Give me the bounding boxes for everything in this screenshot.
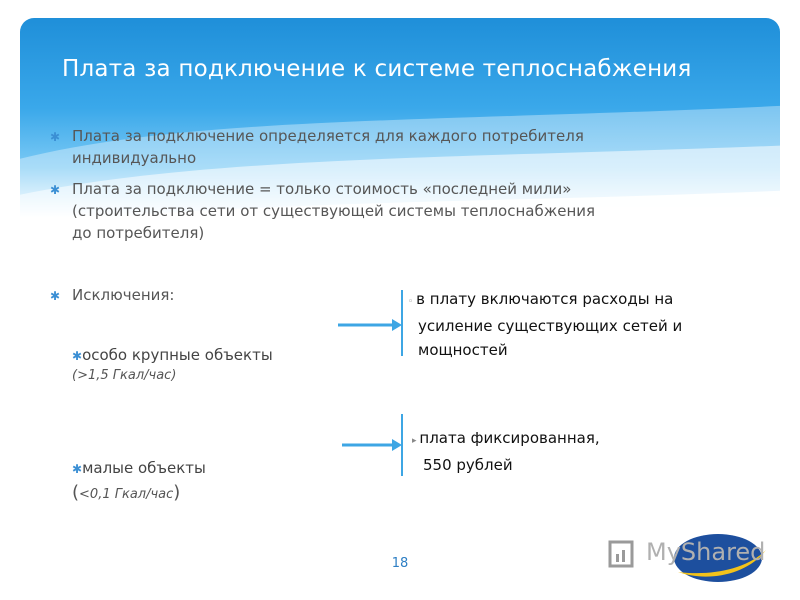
bullet-star-icon: ✱ [50,183,61,197]
result-text [408,287,682,362]
exception-name: особо крупные объекты [82,346,273,364]
note-body: <0,1 Гкал/час [79,487,174,502]
exception-note [72,482,180,503]
result-line: усиление существующих сетей и [418,317,683,335]
bullet-line: (строительства сети от существующей системы теплоснабжения [72,202,596,220]
exception-name: малые объекты [82,459,206,477]
note-paren-open: ( [72,482,80,503]
exception-item [72,345,273,366]
slide-title: Плата за подключение к системе теплоснабжения [62,56,692,82]
exception-item [72,458,206,479]
small-arrow-bullet-icon: ▸ [412,436,420,446]
result-text [412,426,600,477]
bullet-line: Исключения: [72,286,175,304]
bullet-star-icon: ✱ [50,289,61,303]
page-number: 18 [391,556,409,571]
result-line: в плату включаются расходы на [416,290,674,308]
bullet-line: Плата за подключение определяется для каждого потребителя [72,127,584,145]
exception-note: (>1,5 Гкал/час) [72,368,177,383]
arrow-right-icon [340,435,402,455]
bullet-line: индивидуально [72,149,197,167]
result-line: мощностей [418,341,508,359]
logo-text: MyShared [646,538,766,566]
small-bullet-icon: ◦ [408,297,417,307]
result-line: 550 рублей [423,456,513,474]
bracket-line [401,290,403,356]
arrow-right-icon [336,315,402,335]
bullet-star-icon: ✱ [50,130,61,144]
note-paren-close: ) [173,482,181,503]
bullet-line: Плата за подключение = только стоимость «последней мили» [72,180,572,198]
bracket-line [401,414,403,476]
bullet-line: до потребителя) [72,224,205,242]
sub-bullet-star-icon: ✱ [72,349,83,363]
result-line: плата фиксированная, [419,429,600,447]
sub-bullet-star-icon: ✱ [72,462,83,476]
